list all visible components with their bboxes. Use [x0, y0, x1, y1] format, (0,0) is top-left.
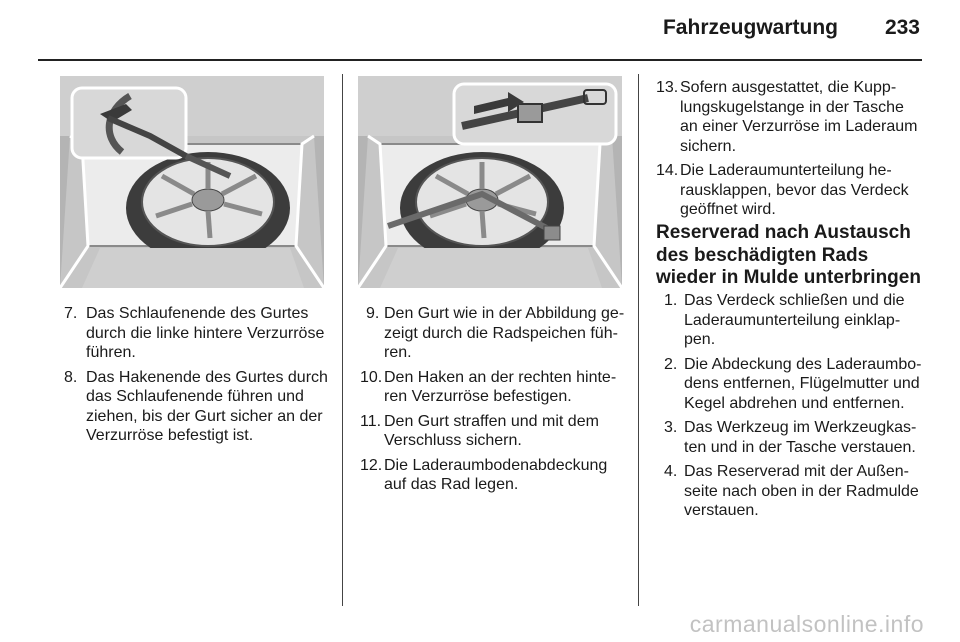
trunk-illustration [60, 76, 324, 288]
column-divider-1 [342, 74, 343, 606]
list-item [664, 462, 924, 521]
step-number: 8. [64, 368, 78, 386]
step-text: Die Laderaumunterteilung herausklappen, bevor das Verdeck geöffnet wird. [680, 162, 909, 218]
step-number: 9. [366, 305, 380, 322]
step-text: Den Gurt straffen und mit dem Verschluss sichern. [384, 412, 599, 449]
header-rule [38, 59, 922, 61]
list-item [64, 304, 328, 363]
figure-spare-wheel-strap-left [60, 76, 324, 288]
watermark: carmanualsonline.info [689, 611, 924, 637]
list-item [664, 418, 924, 457]
step-text: Sofern ausgestattet, die Kupplungskugelstange in der Tasche an einer Verzurröse im Laderaum sichern. [680, 79, 918, 155]
list-item [656, 78, 922, 156]
header-title: Fahrzeugwartung [662, 16, 838, 39]
step-text: Das Schlaufenende des Gurtes durch die linke hintere Verzurröse führen. [86, 305, 325, 361]
steps-list-col3-bottom [664, 291, 924, 526]
list-item [360, 456, 626, 495]
steps-list-col2 [360, 304, 626, 500]
list-item [664, 355, 924, 414]
steps-list-col1 [64, 304, 328, 451]
figure-spare-wheel-strap-right [358, 76, 622, 288]
step-number: 3. [664, 419, 678, 436]
step-number: 13. [656, 79, 679, 96]
step-text: Das Werkzeug im Werkzeugkasten und in der Tasche verstauen. [684, 419, 917, 456]
step-number: 12. [360, 456, 383, 474]
step-text: Den Haken an der rechten hinteren Verzurröse befestigen. [384, 368, 617, 405]
step-text: Das Verdeck schließen und die Laderaumunterteilung einklappen. [684, 292, 905, 348]
step-text: Die Laderaumbodenabdeckung auf das Rad legen. [384, 456, 608, 493]
step-text: Das Hakenende des Gurtes durch das Schlaufenende führen und ziehen, bis der Gurt sicher an der Verzurröse befestigt ist. [86, 368, 328, 444]
page-number: 233 [884, 16, 920, 39]
step-number: 14. [656, 162, 679, 179]
list-item [64, 368, 328, 446]
section-heading: Reserverad nach Austausch des beschädigten Rads wieder in Mulde unterbringen [656, 222, 921, 288]
step-number: 1. [664, 292, 678, 309]
step-text: Das Reserverad mit der Außenseite nach oben in der Radmulde verstauen. [684, 463, 919, 519]
list-item [360, 368, 626, 407]
step-number: 11. [360, 412, 382, 430]
step-number: 2. [664, 355, 678, 373]
list-item [656, 161, 922, 220]
list-item [664, 291, 924, 350]
step-text: Den Gurt wie in der Abbildung gezeigt durch die Radspeichen führen. [384, 305, 625, 361]
column-divider-2 [638, 74, 639, 606]
step-text: Die Abdeckung des Laderaumbodens entfernen, Flügelmutter und Kegel abdrehen und entfernen. [684, 355, 922, 412]
list-item [360, 304, 626, 363]
step-number: 7. [64, 305, 78, 322]
step-number: 4. [664, 463, 678, 480]
steps-list-col3-top [656, 78, 922, 225]
trunk-illustration-2 [358, 76, 622, 288]
list-item [360, 412, 626, 451]
step-number: 10. [360, 368, 383, 386]
